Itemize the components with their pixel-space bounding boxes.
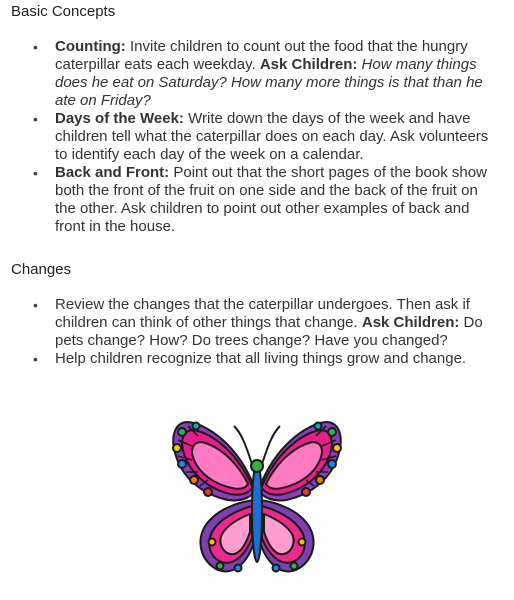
changes-list (0, 296, 500, 368)
list-item-review-changes (0, 296, 500, 350)
item-text: Invite children to count out the food that the hungry caterpillar eats each weekday. (55, 38, 468, 73)
bullet-icon: • (33, 297, 38, 313)
list-item-days-of-week (0, 110, 500, 164)
item-text: Help children recognize that all living things grow and change. (55, 350, 467, 367)
bullet-icon: • (33, 111, 38, 127)
heading-changes: Changes (11, 261, 72, 278)
list-item-counting (0, 38, 500, 110)
basic-concepts-list (0, 38, 500, 236)
bullet-icon: • (33, 351, 38, 367)
bullet-icon: • (33, 39, 38, 55)
item-text: Write down the days of the week and have children tell what the caterpillar does on each day. Ask volunteers to identify each day of the week on a calendar. (55, 110, 489, 163)
ask-text: How many things does he eat on Saturday? How many more things is that than he ate on Friday? (55, 56, 483, 109)
butterfly-icon (168, 416, 346, 588)
item-label: Back and Front: (55, 164, 170, 181)
item-text: Point out that the short pages of the book show both the front of the fruit on one side and the back of the fruit on the other. Ask children to point out other examples of back and front in the house. (55, 164, 487, 235)
bullet-icon: • (33, 165, 38, 181)
list-item-back-and-front (0, 164, 500, 236)
ask-text: Do pets change? How? Do trees change? Have you changed? (55, 314, 483, 349)
item-text: Review the changes that the caterpillar undergoes. Then ask if children can think of other things that change. (55, 296, 470, 331)
item-label: Counting: (55, 38, 126, 55)
heading-basic-concepts: Basic Concepts (11, 3, 116, 20)
ask-label: Ask Children: (361, 314, 460, 331)
list-item-living-things (0, 350, 500, 368)
ask-label: Ask Children: (259, 56, 358, 73)
item-label: Days of the Week: (55, 110, 184, 127)
